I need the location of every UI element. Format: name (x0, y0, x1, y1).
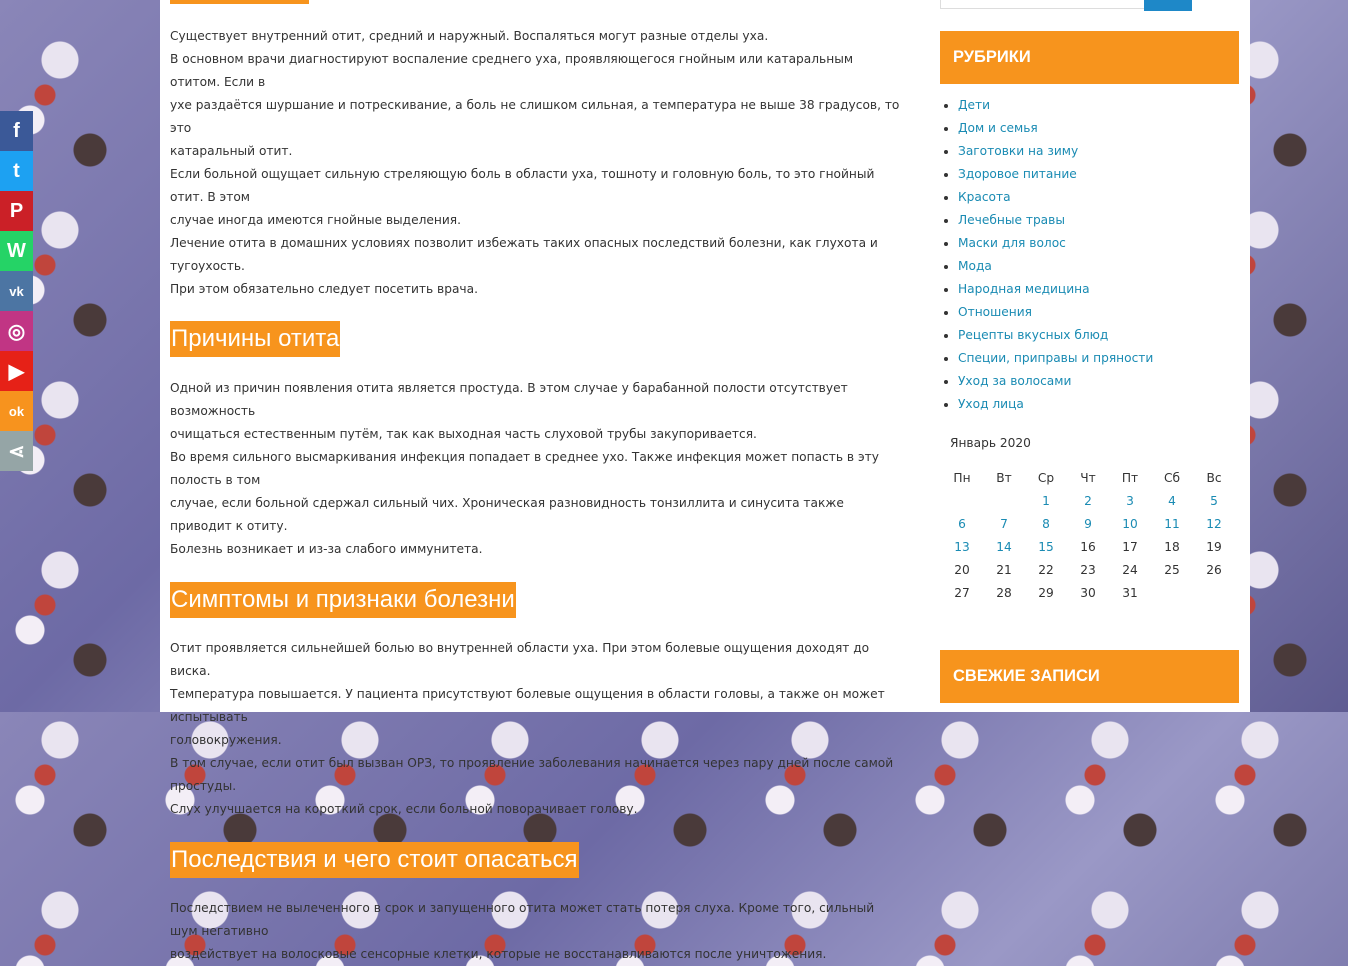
calendar (941, 466, 1235, 604)
calendar-day[interactable]: 6 (958, 516, 966, 531)
calendar-day: 25 (1164, 562, 1180, 577)
calendar-day: 30 (1080, 585, 1096, 600)
paragraph-line: головокружения. (170, 733, 282, 747)
rubric-item (958, 117, 1153, 140)
instagram-icon[interactable]: ◎ (0, 311, 33, 351)
paragraph-line: ухе раздаётся шуршание и потрескивание, а боль не слишком сильная, а температура не выше 38 градусов, то это (170, 98, 900, 135)
calendar-day: 31 (1122, 585, 1138, 600)
calendar-day[interactable]: 10 (1122, 516, 1138, 531)
rubric-item (958, 278, 1153, 301)
paragraph-line: катаральный отит. (170, 144, 293, 158)
rubric-item (958, 301, 1153, 324)
calendar-day (983, 489, 1025, 512)
paragraph-line: случае иногда имеются гнойные выделения. (170, 213, 461, 227)
rubric-item (958, 140, 1153, 163)
paragraph-line: Во время сильного высмаркивания инфекция попадает в среднее ухо. Также инфекция может попасть в эту полость в том (170, 450, 879, 487)
calendar-day[interactable]: 1 (1042, 493, 1050, 508)
calendar-day: 23 (1080, 562, 1096, 577)
paragraph-line: Если больной ощущает сильную стреляющую боль в области уха, тошноту и головную боль, то это гнойный отит. В этом (170, 167, 875, 204)
paragraph-line: очищаться естественным путём, так как выходная часть слуховой трубы закупоривается. (170, 427, 757, 441)
calendar-day[interactable]: 9 (1084, 516, 1092, 531)
calendar-day[interactable]: 3 (1126, 493, 1134, 508)
section-causes-text (170, 377, 900, 561)
calendar-weekday: Вт (996, 470, 1012, 485)
paragraph-line: Слух улучшается на короткий срок, если больной поворачивает голову. (170, 802, 638, 816)
rubric-link[interactable]: Уход за волосами (958, 374, 1072, 388)
heading-causes: Причины отита (170, 321, 340, 357)
page (160, 0, 1250, 961)
calendar-day: 26 (1206, 562, 1222, 577)
rubrics-title: РУБРИКИ (940, 31, 1239, 84)
calendar-day: 20 (954, 562, 970, 577)
calendar-day: 19 (1206, 539, 1222, 554)
rubric-link[interactable]: Дети (958, 98, 991, 112)
rubric-item (958, 163, 1153, 186)
calendar-weekday: Пт (1121, 470, 1139, 485)
rubric-item (958, 255, 1153, 278)
rubric-link[interactable]: Красота (958, 190, 1011, 204)
calendar-weekday: Вс (1206, 470, 1222, 485)
paragraph-line: Одной из причин появления отита является простуда. В этом случае у барабанной полости отсутствует возможность (170, 381, 848, 418)
rubric-link[interactable]: Специи, приправы и пряности (958, 351, 1154, 365)
rubric-link[interactable]: Дом и семья (958, 121, 1038, 135)
whatsapp-icon[interactable]: W (0, 231, 33, 271)
calendar-weekday: Пн (953, 470, 971, 485)
calendar-week (941, 581, 1235, 604)
calendar-week (941, 558, 1235, 581)
calendar-day[interactable]: 4 (1168, 493, 1176, 508)
calendar-caption: Январь 2020 (950, 436, 1031, 450)
paragraph-line: воздействует на волосковые сенсорные клетки, которые не восстанавливаются после уничтожения. (170, 947, 827, 961)
heading-consequences: Последствия и чего стоит опасаться (170, 842, 579, 878)
calendar-day[interactable]: 7 (1000, 516, 1008, 531)
calendar-day[interactable]: 5 (1210, 493, 1218, 508)
vk-icon[interactable]: vk (0, 271, 33, 311)
share-icon[interactable]: ⋖ (0, 431, 33, 471)
search-input[interactable] (940, 0, 1146, 9)
rubric-link[interactable]: Уход лица (958, 397, 1024, 411)
calendar-day[interactable]: 12 (1206, 516, 1222, 531)
paragraph-line: случае, если больной сдержал сильный чих. Хроническая разновидность тонзиллита и синусита также приводит к отиту. (170, 496, 844, 533)
paragraph-line: В том случае, если отит был вызван ОРЗ, то проявление заболевания начинается через пару дней после самой простуды. (170, 756, 894, 793)
calendar-day[interactable]: 14 (996, 539, 1012, 554)
calendar-week (941, 535, 1235, 558)
calendar-day[interactable]: 8 (1042, 516, 1050, 531)
twitter-icon[interactable]: t (0, 151, 33, 191)
calendar-day: 16 (1080, 539, 1096, 554)
calendar-day[interactable]: 13 (954, 539, 970, 554)
calendar-day[interactable]: 15 (1038, 539, 1054, 554)
heading-symptoms: Симптомы и признаки болезни (170, 582, 516, 618)
paragraph-line: Существует внутренний отит, средний и наружный. Воспаляться могут разные отделы уха. (170, 29, 769, 43)
calendar-day[interactable]: 11 (1164, 516, 1180, 531)
article-content (170, 0, 900, 966)
odnoklassniki-icon[interactable]: ok (0, 391, 33, 431)
calendar-weekday: Сб (1163, 470, 1181, 485)
rubric-link[interactable]: Отношения (958, 305, 1032, 319)
calendar-day (1193, 581, 1235, 604)
calendar-day: 27 (954, 585, 970, 600)
calendar-day (1151, 581, 1193, 604)
calendar-day: 18 (1164, 539, 1180, 554)
rubric-item (958, 393, 1153, 416)
intro-text (170, 25, 900, 301)
rubric-link[interactable]: Здоровое питание (958, 167, 1077, 181)
rubric-item (958, 370, 1153, 393)
rubric-item (958, 324, 1153, 347)
calendar-weekday: Ср (1037, 470, 1055, 485)
recent-posts-title: СВЕЖИЕ ЗАПИСИ (940, 650, 1239, 703)
rubric-item (958, 209, 1153, 232)
calendar-day (941, 489, 983, 512)
rubric-link[interactable]: Заготовки на зиму (958, 144, 1079, 158)
calendar-day: 29 (1038, 585, 1054, 600)
paragraph-line: Отит проявляется сильнейшей болью во внутренней области уха. При этом болевые ощущения доходят до виска. (170, 641, 870, 678)
rubric-link[interactable]: Рецепты вкусных блюд (958, 328, 1109, 342)
calendar-day: 28 (996, 585, 1012, 600)
youtube-icon[interactable]: ▶ (0, 351, 33, 391)
rubric-link[interactable]: Маски для волос (958, 236, 1066, 250)
section-symptoms-text (170, 637, 900, 821)
paragraph-line: Последствием не вылеченного в срок и запущенного отита может стать потеря слуха. Кроме того, сильный шум негативно (170, 901, 875, 938)
paragraph-line: В основном врачи диагностируют воспаление среднего уха, проявляющегося гнойным или катаральным отитом. Если в (170, 52, 854, 89)
search-button[interactable] (1144, 0, 1192, 11)
calendar-weekday: Чт (1080, 470, 1096, 485)
rubric-item (958, 94, 1153, 117)
calendar-day: 21 (996, 562, 1012, 577)
calendar-week (941, 512, 1235, 535)
pinterest-icon[interactable]: P (0, 191, 33, 231)
rubric-item (958, 347, 1153, 370)
calendar-day[interactable]: 2 (1084, 493, 1092, 508)
rubric-link[interactable]: Лечебные травы (958, 213, 1065, 227)
rubric-item (958, 186, 1153, 209)
paragraph-line: При этом обязательно следует посетить врача. (170, 282, 478, 296)
paragraph-line: Болезнь возникает и из-за слабого иммунитета. (170, 542, 483, 556)
rubric-item (958, 232, 1153, 255)
social-share-bar (0, 111, 33, 471)
rubric-link[interactable]: Мода (958, 259, 992, 273)
calendar-day: 22 (1038, 562, 1054, 577)
paragraph-line: Температура повышается. У пациента присутствуют болевые ощущения в области головы, а также он может испытывать (170, 687, 885, 724)
facebook-icon[interactable]: f (0, 111, 33, 151)
rubrics-list (940, 94, 1153, 416)
calendar-day: 17 (1122, 539, 1138, 554)
calendar-week (941, 489, 1235, 512)
paragraph-line: Лечение отита в домашних условиях позволит избежать таких опасных последствий болезни, как глухота и тугоухость. (170, 236, 878, 273)
section-consequences-text (170, 897, 900, 966)
rubric-link[interactable]: Народная медицина (958, 282, 1090, 296)
calendar-day: 24 (1122, 562, 1138, 577)
